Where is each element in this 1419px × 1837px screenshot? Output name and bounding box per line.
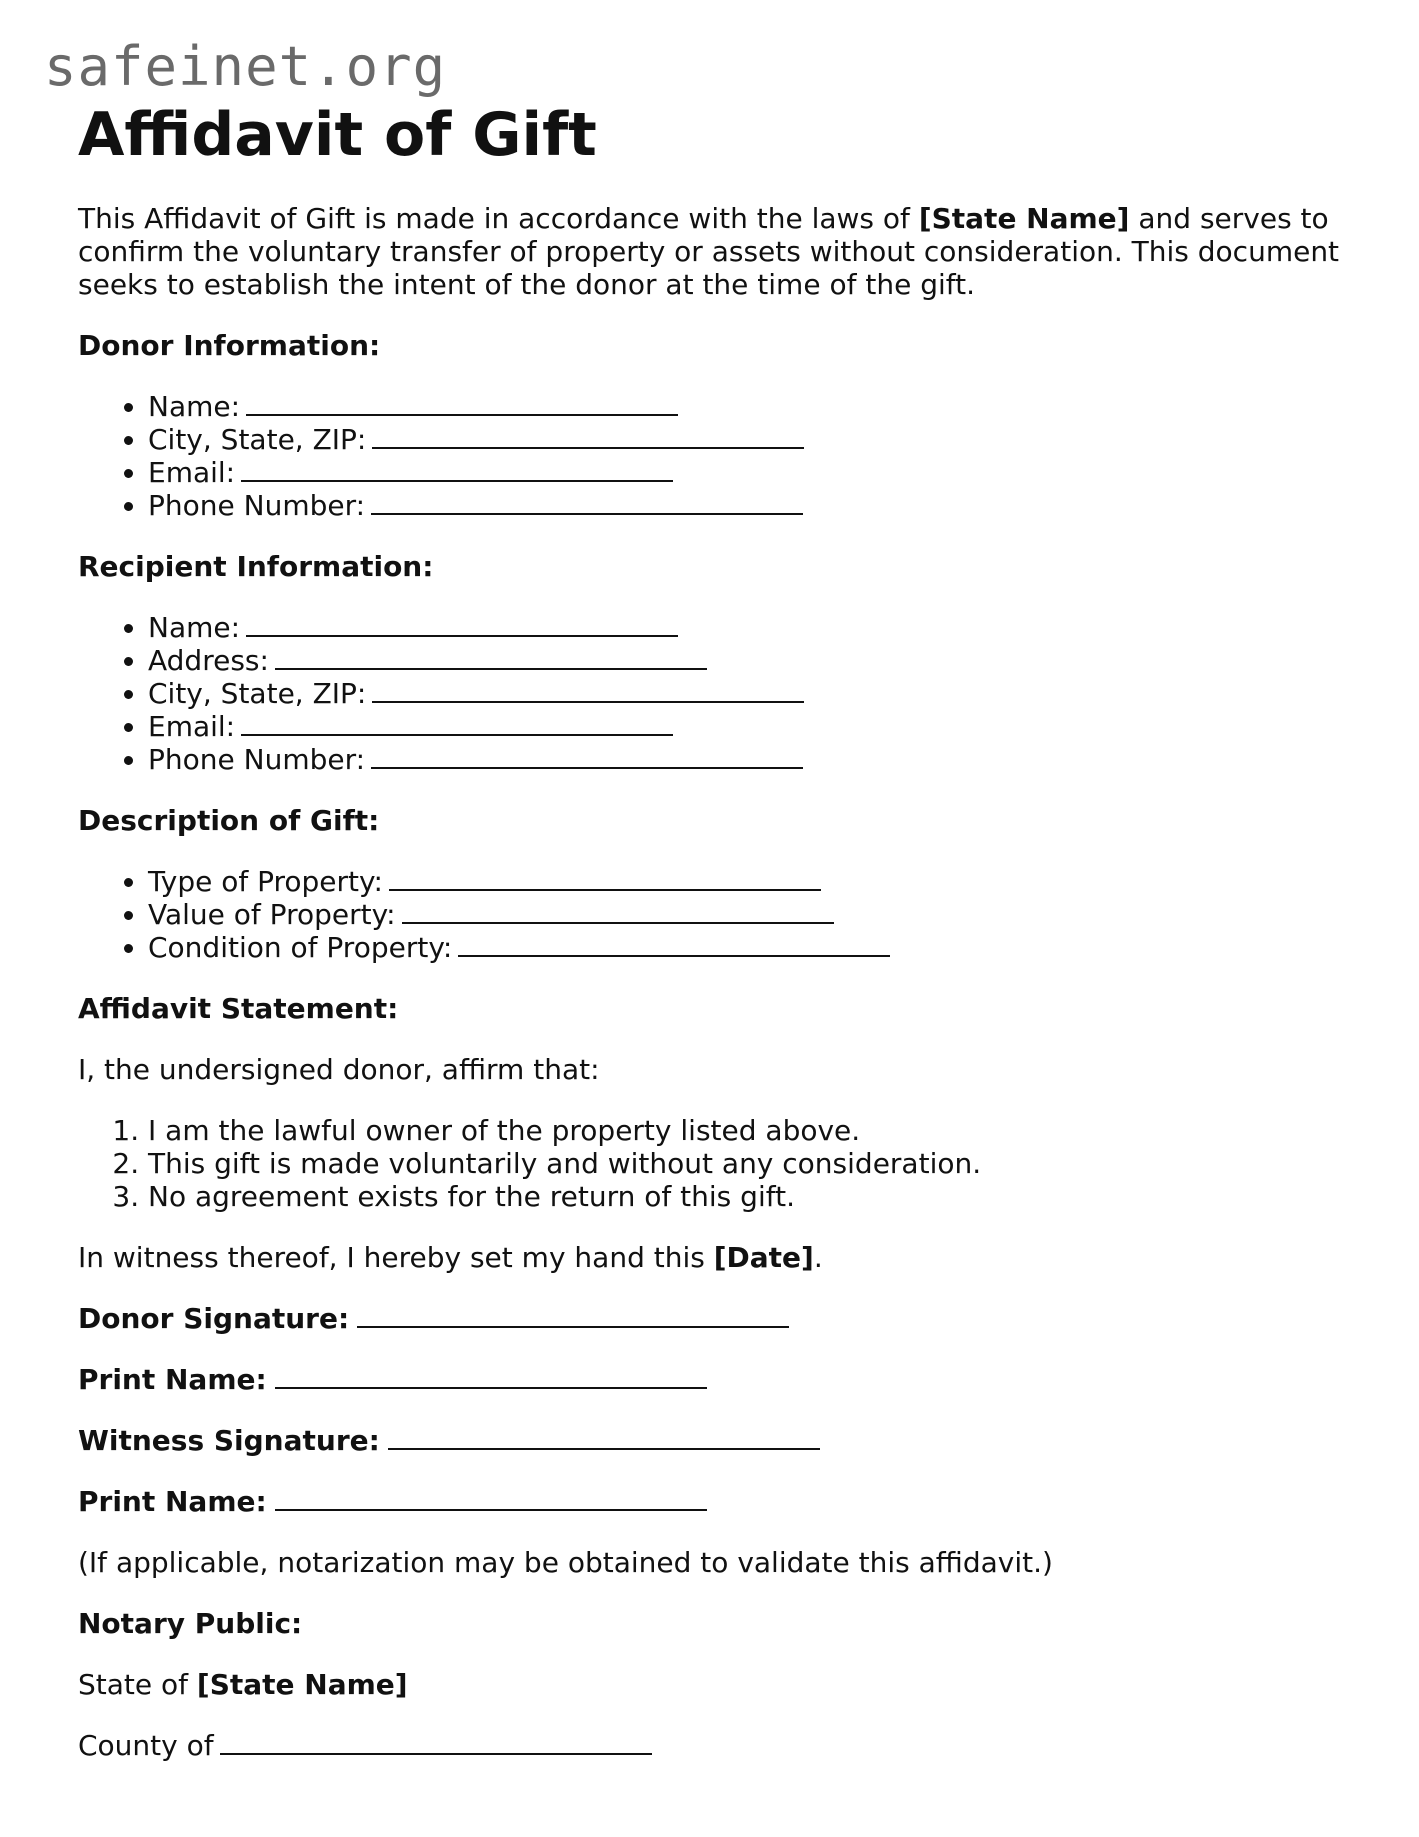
intro-text-after: and serves to confirm the voluntary transfer of property or assets without consideration. This document seeks to establish the intent of the donor at the time of the gift.: [78, 202, 1340, 301]
intro-text-before: This Affidavit of Gift is made in accordance with the laws of: [78, 202, 919, 235]
recipient-email-field: [148, 710, 1358, 743]
fill-in-blank[interactable]: [372, 677, 804, 703]
witness-signature-label: Witness Signature:: [78, 1424, 380, 1457]
field-label: City, State, ZIP:: [148, 423, 367, 456]
print-name-label: Print Name:: [78, 1485, 267, 1518]
intro-paragraph: [78, 202, 1358, 301]
fill-in-blank[interactable]: [389, 865, 821, 891]
witness-text-after: .: [813, 1241, 823, 1274]
donor-print-name-blank[interactable]: [275, 1363, 707, 1389]
field-label: Type of Property:: [148, 865, 383, 898]
fill-in-blank[interactable]: [371, 743, 803, 769]
document-title: Affidavit of Gift: [78, 100, 597, 170]
donor-field-list: [78, 390, 1358, 522]
witness-signature-line: [78, 1424, 1358, 1457]
field-label: Value of Property:: [148, 898, 396, 931]
statement-lead: I, the undersigned donor, affirm that:: [78, 1053, 600, 1086]
gift-heading: Description of Gift:: [78, 804, 380, 837]
field-label: Address:: [148, 644, 269, 677]
gift-value-field: [148, 898, 1358, 931]
fill-in-blank[interactable]: [372, 423, 804, 449]
fill-in-blank[interactable]: [246, 611, 678, 637]
recipient-heading: Recipient Information:: [78, 550, 434, 583]
gift-type-field: [148, 865, 1358, 898]
field-label: Phone Number:: [148, 743, 366, 776]
notary-county-line: [78, 1729, 1358, 1762]
witness-text-before: In witness thereof, I hereby set my hand this: [78, 1241, 714, 1274]
donor-signature-blank[interactable]: [357, 1302, 789, 1328]
donor-print-name-line: [78, 1363, 1358, 1396]
donor-signature-line: [78, 1302, 1358, 1335]
field-label: Email:: [148, 456, 236, 489]
county-label: County of: [78, 1729, 214, 1762]
donor-name-field: [148, 390, 1358, 423]
field-label: Name:: [148, 611, 241, 644]
fill-in-blank[interactable]: [371, 489, 803, 515]
witness-paragraph: [78, 1241, 1358, 1274]
statement-heading: Affidavit Statement:: [78, 992, 399, 1025]
field-label: City, State, ZIP:: [148, 677, 367, 710]
intro-state-placeholder: [State Name]: [918, 202, 1130, 235]
county-blank[interactable]: [220, 1729, 652, 1755]
recipient-phone-field: [148, 743, 1358, 776]
fill-in-blank[interactable]: [241, 456, 673, 482]
donor-heading: Donor Information:: [78, 329, 381, 362]
donor-signature-label: Donor Signature:: [78, 1302, 350, 1335]
state-label: State of: [78, 1668, 197, 1701]
witness-signature-blank[interactable]: [388, 1424, 820, 1450]
notary-heading: Notary Public:: [78, 1607, 303, 1640]
fill-in-blank[interactable]: [458, 931, 890, 957]
affirmation-item: 2. This gift is made voluntarily and without any consideration.: [148, 1147, 1358, 1180]
fill-in-blank[interactable]: [246, 390, 678, 416]
donor-email-field: [148, 456, 1358, 489]
recipient-address-field: [148, 644, 1358, 677]
witness-print-name-line: [78, 1485, 1358, 1518]
watermark-text: safeinet.org: [44, 35, 447, 98]
recipient-name-field: [148, 611, 1358, 644]
field-label: Email:: [148, 710, 236, 743]
notary-state-line: [78, 1668, 1358, 1701]
field-label: Phone Number:: [148, 489, 366, 522]
fill-in-blank[interactable]: [402, 898, 834, 924]
recipient-city-state-zip-field: [148, 677, 1358, 710]
gift-field-list: [78, 865, 1358, 964]
affirmation-list: [78, 1114, 1358, 1213]
donor-phone-field: [148, 489, 1358, 522]
field-label: Name:: [148, 390, 241, 423]
affirmation-item: 1. I am the lawful owner of the property listed above.: [148, 1114, 1358, 1147]
gift-condition-field: [148, 931, 1358, 964]
witness-print-name-blank[interactable]: [275, 1485, 707, 1511]
fill-in-blank[interactable]: [275, 644, 707, 670]
field-label: Condition of Property:: [148, 931, 453, 964]
donor-city-state-zip-field: [148, 423, 1358, 456]
notary-note: (If applicable, notarization may be obtained to validate this affidavit.): [78, 1546, 1053, 1579]
affirmation-item: 3. No agreement exists for the return of this gift.: [148, 1180, 1358, 1213]
recipient-field-list: [78, 611, 1358, 776]
state-placeholder: [State Name]: [196, 1668, 408, 1701]
date-placeholder: [Date]: [713, 1241, 814, 1274]
print-name-label: Print Name:: [78, 1363, 267, 1396]
fill-in-blank[interactable]: [241, 710, 673, 736]
document-page: [78, 100, 1358, 1762]
